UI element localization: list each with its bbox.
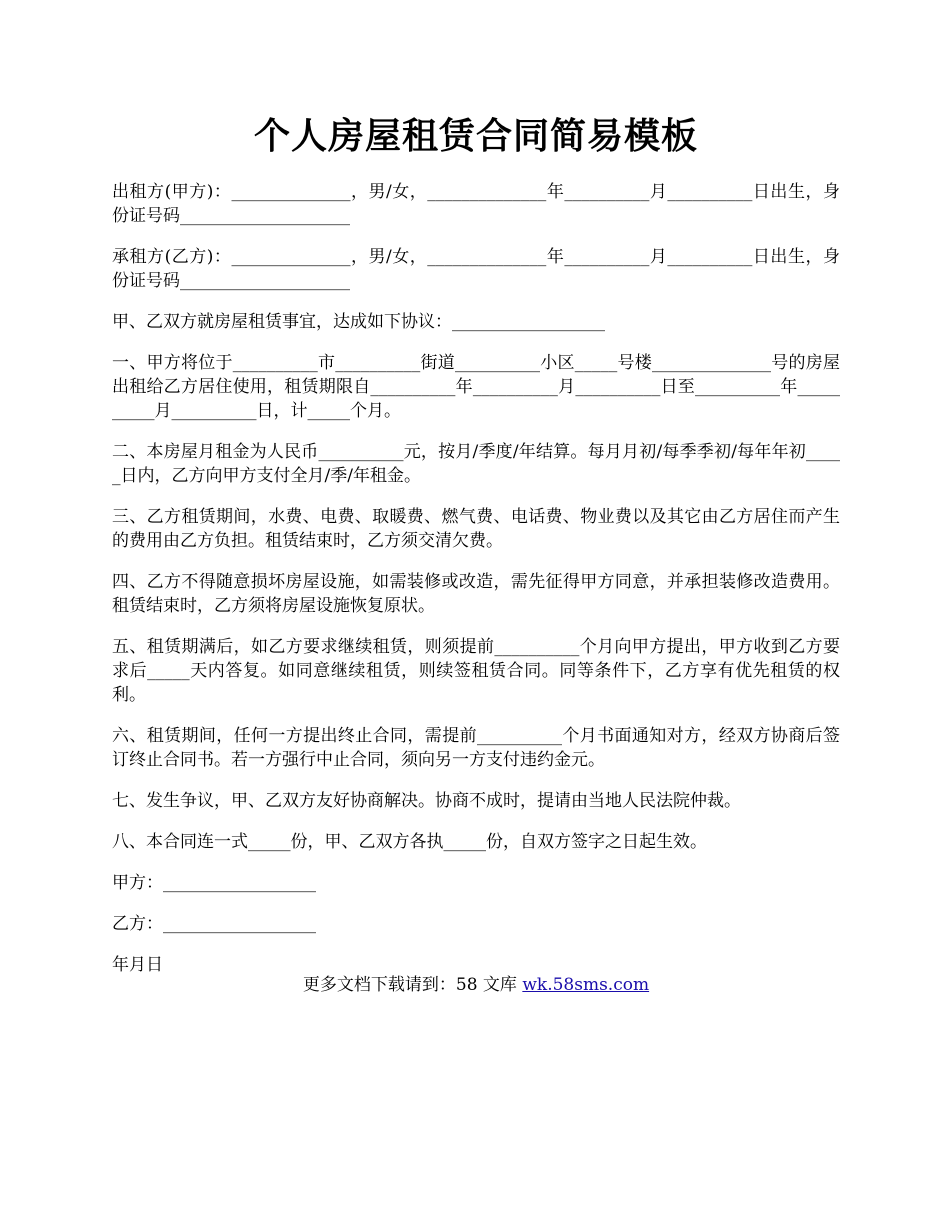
footer-link[interactable]: wk.58sms.com xyxy=(522,975,650,995)
agreement-intro-paragraph: 甲、乙双方就房屋租赁事宜，达成如下协议：__________________ xyxy=(112,312,605,332)
clause-5-paragraph: 五、租赁期满后，如乙方要求继续租赁，则须提前__________个月向甲方提出，甲方收到乙方要求后_____天内答复。如同意继续租赁，则续签租赁合同。同等条件下，乙方享有优先租赁的权利。 xyxy=(112,637,840,705)
clause-1-paragraph: 一、甲方将位于__________市__________街道__________小区_____号楼______________号的房屋出租给乙方居住使用，租赁期限自__________年__________月__________日至__________年__________月__________日，计_____个月。 xyxy=(112,353,840,421)
document-title: 个人房屋租赁合同简易模板 xyxy=(253,115,698,157)
date-line: 年月日 xyxy=(112,955,163,975)
clause-7-paragraph: 七、发生争议，甲、乙双方友好协商解决。协商不成时，提请由当地人民法院仲裁。 xyxy=(112,791,741,811)
clause-2-paragraph: 二、本房屋月租金为人民币__________元，按月/季度/年结算。每月月初/每季季初/每年年初_____日内，乙方向甲方支付全月/季/年租金。 xyxy=(112,442,840,486)
clause-3-paragraph: 三、乙方租赁期间，水费、电费、取暖费、燃气费、电话费、物业费以及其它由乙方居住而产生的费用由乙方负担。租赁结束时，乙方须交清欠费。 xyxy=(112,507,840,551)
lessee-info-paragraph: 承租方(乙方)：______________，男/女，______________年__________月__________日出生，身份证号码____________________ xyxy=(112,247,840,291)
clause-8-paragraph: 八、本合同连一式_____份，甲、乙双方各执_____份，自双方签字之日起生效。 xyxy=(112,832,707,852)
footer-prefix: 更多文档下载请到：58 文库 xyxy=(302,975,523,995)
clause-6-paragraph: 六、租赁期间，任何一方提出终止合同，需提前__________个月书面通知对方，经双方协商后签订终止合同书。若一方强行中止合同，须向另一方支付违约金元。 xyxy=(112,726,840,770)
party-b-signature-line: 乙方：__________________ xyxy=(112,914,316,934)
footer xyxy=(112,973,840,997)
lessor-info-paragraph: 出租方(甲方)：______________，男/女，______________年__________月__________日出生，身份证号码____________________ xyxy=(112,182,840,226)
document-body xyxy=(112,180,840,994)
party-a-signature-line: 甲方：__________________ xyxy=(112,873,316,893)
clause-4-paragraph: 四、乙方不得随意损坏房屋设施，如需装修或改造，需先征得甲方同意，并承担装修改造费用。租赁结束时，乙方须将房屋设施恢复原状。 xyxy=(112,572,840,616)
